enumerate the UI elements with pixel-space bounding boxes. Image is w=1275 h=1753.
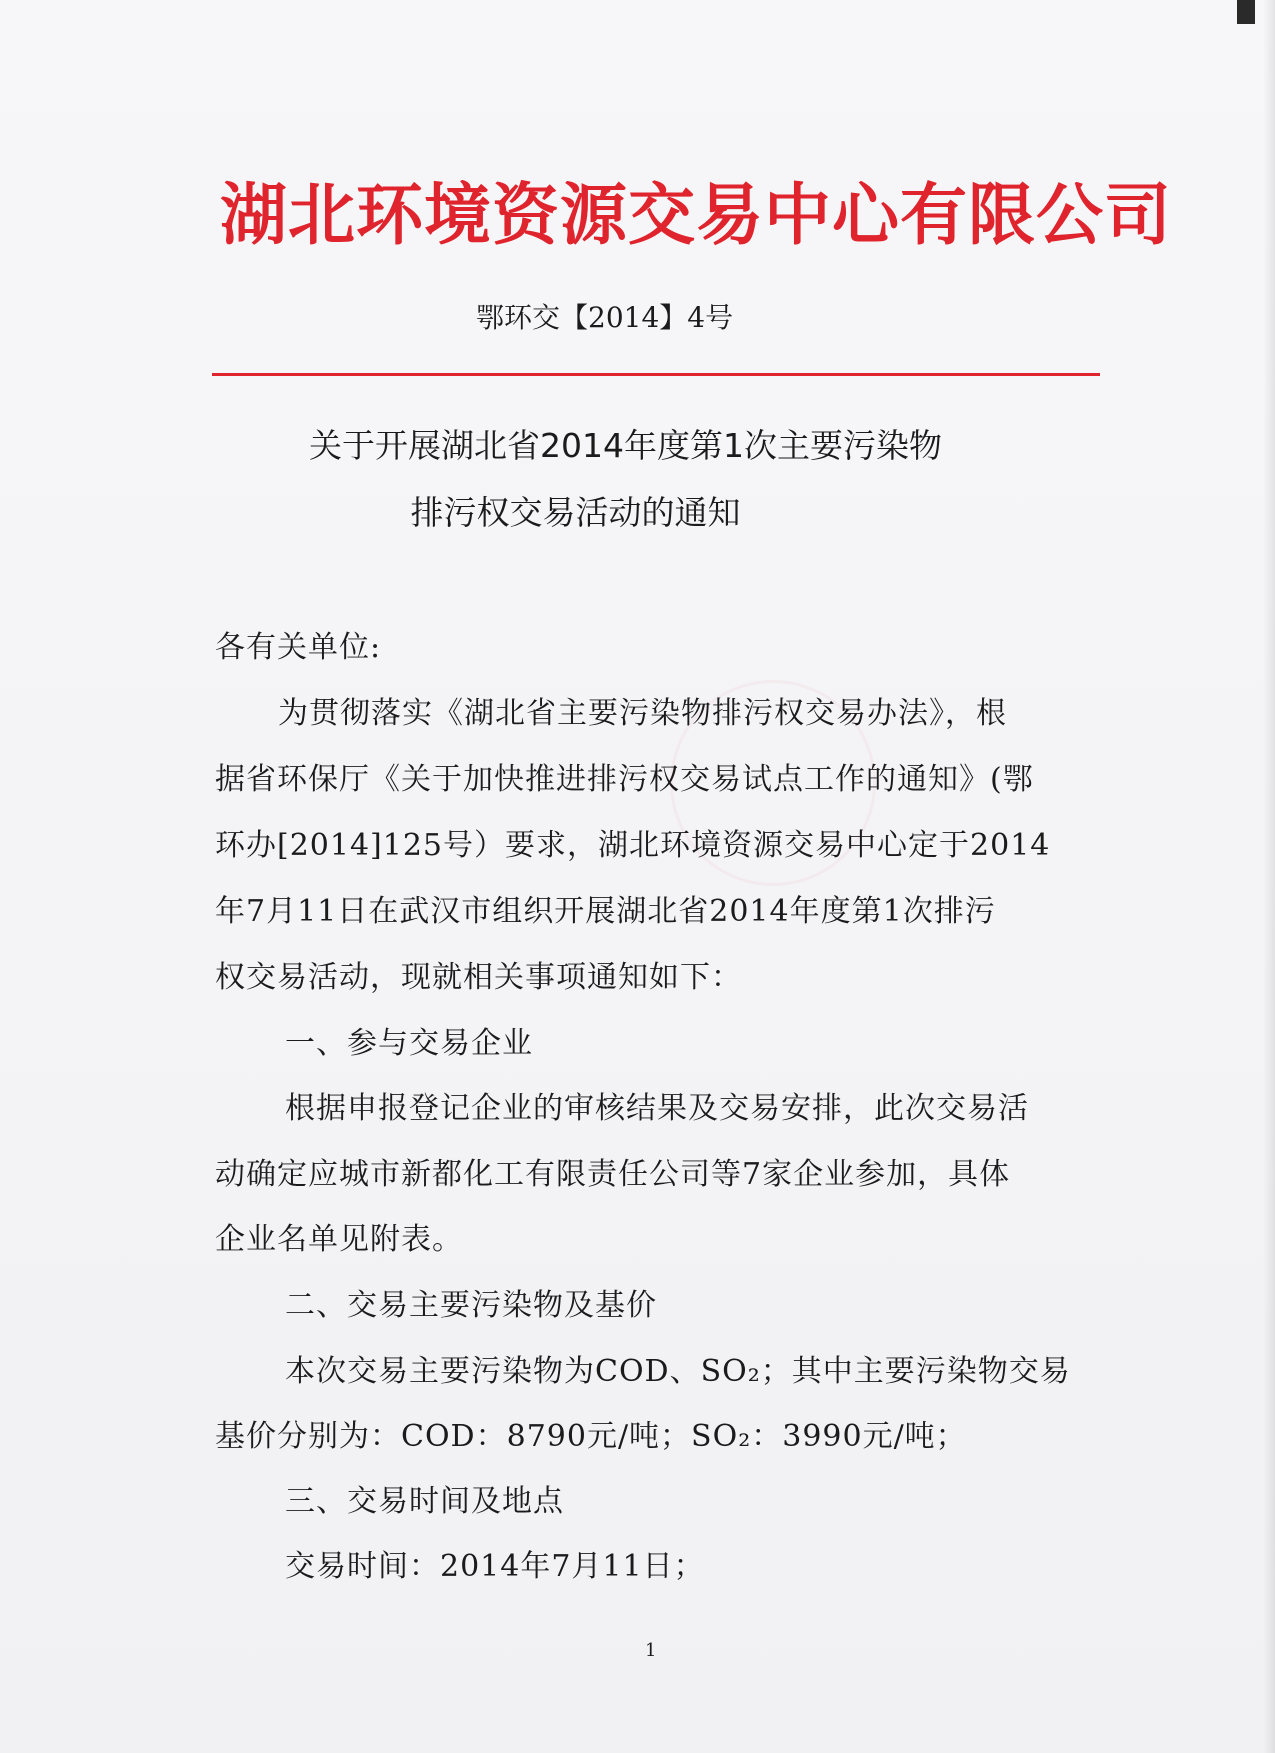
document-number: 鄂环交【2014】4号 bbox=[476, 301, 734, 334]
body-line: 基价分别为：COD：8790元/吨；SO₂：3990元/吨； bbox=[215, 1419, 967, 1454]
body-line: 为贯彻落实《湖北省主要污染物排污权交易办法》，根 bbox=[278, 696, 1007, 731]
body-line: 企业名单见附表。 bbox=[215, 1222, 463, 1257]
body-line: 年7月11日在武汉市组织开展湖北省2014年度第1次排污 bbox=[215, 894, 996, 929]
body-line: 本次交易主要污染物为COD、SO₂；其中主要污染物交易 bbox=[285, 1354, 1071, 1389]
body-line: 权交易活动，现就相关事项通知如下： bbox=[215, 960, 742, 995]
body-line: 环办[2014]125号）要求，湖北环境资源交易中心定于2014 bbox=[215, 828, 1051, 863]
notice-title-line-1: 关于开展湖北省2014年度第1次主要污染物 bbox=[309, 426, 942, 465]
page-edge-shadow bbox=[1263, 0, 1275, 1753]
section-heading: 三、交易时间及地点 bbox=[285, 1484, 564, 1519]
section-heading: 二、交易主要污染物及基价 bbox=[285, 1288, 657, 1323]
organization-header: 湖北环境资源交易中心有限公司 bbox=[220, 176, 1172, 254]
scan-corner-mark bbox=[1237, 0, 1255, 24]
body-line: 据省环保厅《关于加快推进排污权交易试点工作的通知》(鄂 bbox=[215, 762, 1034, 797]
body-line: 根据申报登记企业的审核结果及交易安排，此次交易活 bbox=[285, 1091, 1029, 1126]
salutation: 各有关单位: bbox=[215, 630, 382, 665]
body-line: 动确定应城市新都化工有限责任公司等7家企业参加，具体 bbox=[215, 1157, 1011, 1192]
page-number: 1 bbox=[645, 1640, 657, 1661]
red-divider bbox=[212, 373, 1100, 376]
section-heading: 一、参与交易企业 bbox=[285, 1026, 533, 1061]
body-line: 交易时间：2014年7月11日； bbox=[285, 1549, 705, 1584]
notice-title-line-2: 排污权交易活动的通知 bbox=[410, 493, 741, 532]
